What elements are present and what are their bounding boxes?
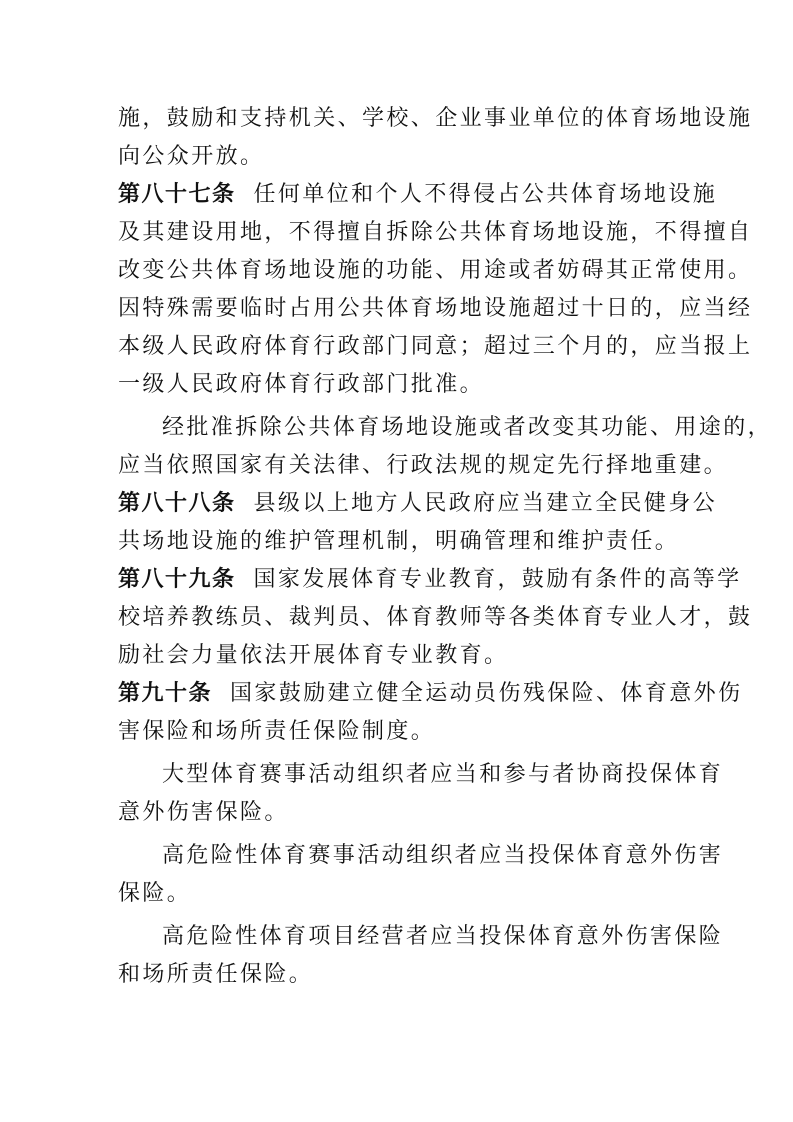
- text-line: 本级人民政府体育行政部门同意；超过三个月的，应当报上: [118, 334, 753, 359]
- article-89-text: 国家发展体育专业教育，鼓励有条件的高等学: [253, 567, 742, 592]
- text-line: 和场所责任保险。: [118, 962, 314, 987]
- article-88-line: [118, 484, 718, 524]
- article-87-text: 任何单位和个人不得侵占公共体育场地设施: [253, 182, 718, 207]
- paragraph-line: 大型体育赛事活动组织者应当和参与者协商投保体育: [162, 762, 724, 787]
- text-line: 因特殊需要临时占用公共体育场地设施超过十日的，应当经: [118, 296, 753, 321]
- text-line: 向公众开放。: [118, 144, 265, 169]
- text-line: 一级人民政府体育行政部门批准。: [118, 372, 485, 397]
- text-line: 共场地设施的维护管理机制，明确管理和维护责任。: [118, 529, 680, 554]
- text-line: 校培养教练员、裁判员、体育教师等各类体育专业人才，鼓: [118, 605, 753, 630]
- article-90-title: 第九十条: [118, 681, 213, 706]
- article-90-text: 国家鼓励建立健全运动员伤残保险、体育意外伤: [230, 681, 743, 706]
- article-87-title: 第八十七条: [118, 182, 236, 207]
- text-line: 施，鼓励和支持机关、学校、企业事业单位的体育场地设施: [118, 106, 753, 131]
- text-line: 及其建设用地，不得擅自拆除公共体育场地设施，不得擅自: [118, 220, 753, 245]
- paragraph-line: 高危险性体育赛事活动组织者应当投保体育意外伤害: [162, 843, 724, 868]
- article-87-line: [118, 175, 718, 215]
- text-line: 应当依照国家有关法律、行政法规的规定先行择地重建。: [118, 453, 729, 478]
- text-line: 励社会力量依法开展体育专业教育。: [118, 643, 509, 668]
- article-89-line: [118, 560, 742, 600]
- paragraph-line: 高危险性体育项目经营者应当投保体育意外伤害保险: [162, 924, 724, 949]
- article-90-line: [118, 674, 743, 714]
- text-line: 意外伤害保险。: [118, 800, 289, 825]
- article-88-title: 第八十八条: [118, 491, 236, 516]
- paragraph-line: 经批准拆除公共体育场地设施或者改变其功能、用途的，: [162, 415, 773, 440]
- text-line: 改变公共体育场地设施的功能、用途或者妨碍其正常使用。: [118, 258, 753, 283]
- article-89-title: 第八十九条: [118, 567, 236, 592]
- text-line: 害保险和场所责任保险制度。: [118, 719, 436, 744]
- article-88-text: 县级以上地方人民政府应当建立全民健身公: [253, 491, 718, 516]
- text-line: 保险。: [118, 881, 192, 906]
